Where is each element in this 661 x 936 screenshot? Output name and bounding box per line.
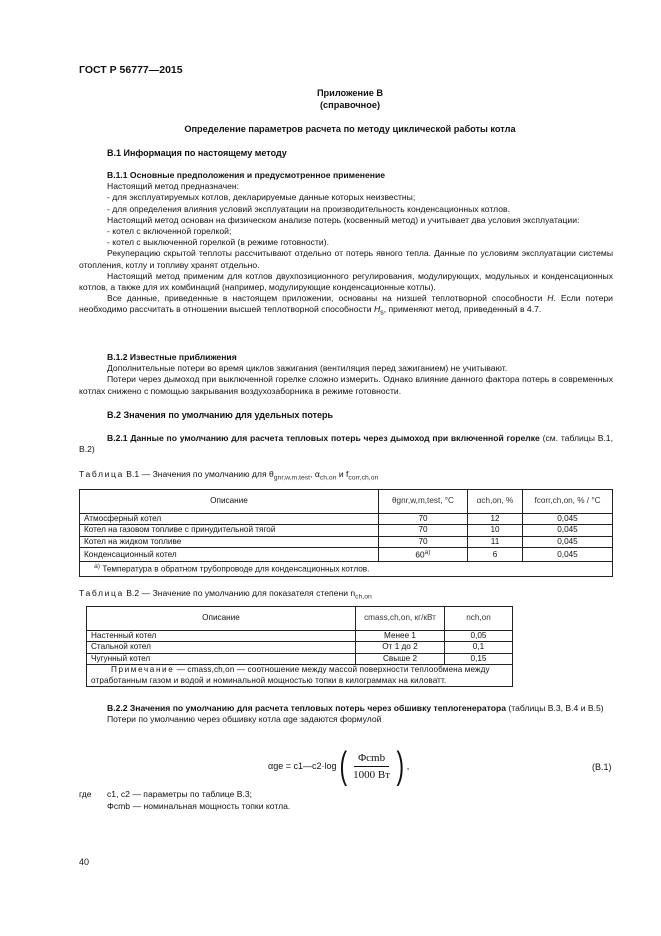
section-b22: В.2.2 Значения по умолчанию для расчета тепловых потерь через обшивку теплогенератора (таблицы В.3, В.4 и В.5) Потери по умолчанию через обшивку котла αge задаются формулой: [79, 703, 613, 725]
section-b2-heading: В.2 Значения по умолчанию для удельных потерь: [107, 410, 334, 420]
table-row: Котел на жидком топливе 70 11 0,045: [80, 536, 613, 547]
section-b1-heading: В.1 Информация по настоящему методу: [107, 148, 287, 158]
where-item: c1, c2 — параметры по таблице В.3;: [107, 789, 253, 799]
table-row: Чугунный котел Свыше 2 0,15: [87, 653, 513, 664]
section-b12-heading: В.1.2 Известные приближения: [107, 352, 237, 362]
table-row: Конденсационный котел $60^{а)}$ 6 0,045: [80, 548, 613, 562]
section-b11-heading: В.1.1 Основные предположения и предусмотренное применение: [107, 170, 386, 180]
table1-header-theta: θgnr,w,m,test, °C: [379, 490, 468, 514]
table-2: [86, 606, 513, 687]
appendix-subtitle: (справочное): [319, 100, 380, 110]
table2-header-cmass: cmass,ch,on, кг/кВт: [356, 607, 445, 631]
table2-caption: Таблица В.2 — Значение по умолчанию для показателя степени $n_{ch,on}$: [79, 588, 372, 601]
list-item: - котел с выключенной горелкой (в режиме готовности).: [107, 237, 329, 248]
table-row: Котел на газовом топливе с принудительной тягой 70 10 0,045: [80, 525, 613, 536]
paragraph: Дополнительные потери во время циклов зажигания (вентиляция перед зажиганием) не учитывают.: [107, 363, 508, 374]
paragraph: Потери по умолчанию через обшивку котла αge задаются формулой: [107, 714, 382, 725]
footnote-mark: а): [424, 549, 431, 557]
table2-note: Примечание — cmass,ch,on — соотношение между массой поверхности теплообмена между отработанным газом и водой и номинальной мощностью топки в килограммах на киловатт.: [87, 665, 513, 687]
document-title: Определение параметров расчета по методу циклической работы котла: [184, 124, 516, 134]
where-label: где: [79, 789, 92, 799]
formula-number: (В.1): [592, 762, 612, 772]
document-header: ГОСТ Р 56777—2015: [79, 64, 183, 76]
paragraph: Все данные, приведенные в настоящем приложении, основаны на низшей теплотворной способности H. Если потери необходимо рассчитать в отношении высшей теплотворной способности $H_s$, применяют метод, приведенный в 4.7.: [79, 293, 613, 318]
paragraph: Настоящий метод применим для котлов двухпозиционного регулирования, модулирующих, модульных и конденсационных котлов, а также для их комбинаций (например, модулирующие конденсационные котлы).: [79, 270, 613, 293]
section-b21: В.2.1 Данные по умолчанию для расчета тепловых потерь через дымоход при включенной горелке (см. таблицы В.1, В.2): [79, 433, 613, 455]
page-number: 40: [79, 857, 90, 867]
appendix-title: Приложение В: [316, 88, 384, 98]
formula-lhs: αge = c1—c2·log: [268, 761, 337, 771]
table1-header-fcorr: fcorr,ch,on, % / °C: [523, 490, 613, 514]
paragraph: Рекуперацию скрытой теплоты рассчитывают отдельно от потерь явного тепла. Данные по условиям эксплуатации системы отопления, котлу и топливу хранят отдельно.: [79, 248, 613, 270]
table-row: Атмосферный котел 70 12 0,045: [80, 514, 613, 525]
section-b21-heading: В.2.1 Данные по умолчанию для расчета тепловых потерь через дымоход при включенной горелке: [107, 433, 540, 443]
table1-header-alpha: αch,on, %: [468, 490, 523, 514]
table2-header-n: nch,on: [445, 607, 513, 631]
section-b22-heading: В.2.2 Значения по умолчанию для расчета тепловых потерь через обшивку теплогенератора: [107, 703, 507, 713]
formula-b1: αge = c1—c2·log ( $\frac{\text{Φcmb}}{1000 Вт}$ ) ,: [268, 745, 410, 787]
paragraph: Настоящий метод предназначен:: [107, 181, 239, 192]
where-item: Φcmb — номинальная мощность топки котла.: [107, 801, 291, 811]
formula-denominator: 1000 Вт: [353, 768, 391, 781]
table-1: [79, 489, 613, 577]
table-row: Стальной котел От 1 до 2 0,1: [87, 642, 513, 653]
paragraph: Потери через дымоход при выключенной горелке сложно измерить. Однако влияние данного фактора потерь в современных котлах снижено с помощью закрывания воздухозаборника в режиме готовности.: [79, 374, 613, 396]
section-b11: [79, 170, 613, 319]
table2-header-description: Описание: [87, 607, 356, 631]
table1-header-description: Описание: [80, 490, 379, 514]
formula-numerator: Φcmb: [354, 752, 389, 767]
table-row: Настенный котел Менее 1 0,05: [87, 631, 513, 642]
list-item: - для эксплуатируемых котлов, декларируемые данные которых неизвестны;: [107, 192, 416, 203]
paragraph: Настоящий метод основан на физическом анализе потерь (косвенный метод) и учитывает два условия эксплуатации:: [107, 214, 580, 225]
table1-caption: Таблица В.1 — Значения по умолчанию для $\theta_{gnr,w,m,test}$, $\alpha_{ch,on}$ и $f_{corr,ch,on}$: [79, 469, 379, 482]
table1-footnote: $^{а)}$ Температура в обратном трубопроводе для конденсационных котлов.: [80, 562, 613, 576]
list-item: - котел с включенной горелкой;: [107, 226, 232, 237]
section-b12: [79, 352, 613, 397]
list-item: - для определения влияния условий эксплуатации на производительность конденсационных котлов.: [107, 203, 510, 214]
